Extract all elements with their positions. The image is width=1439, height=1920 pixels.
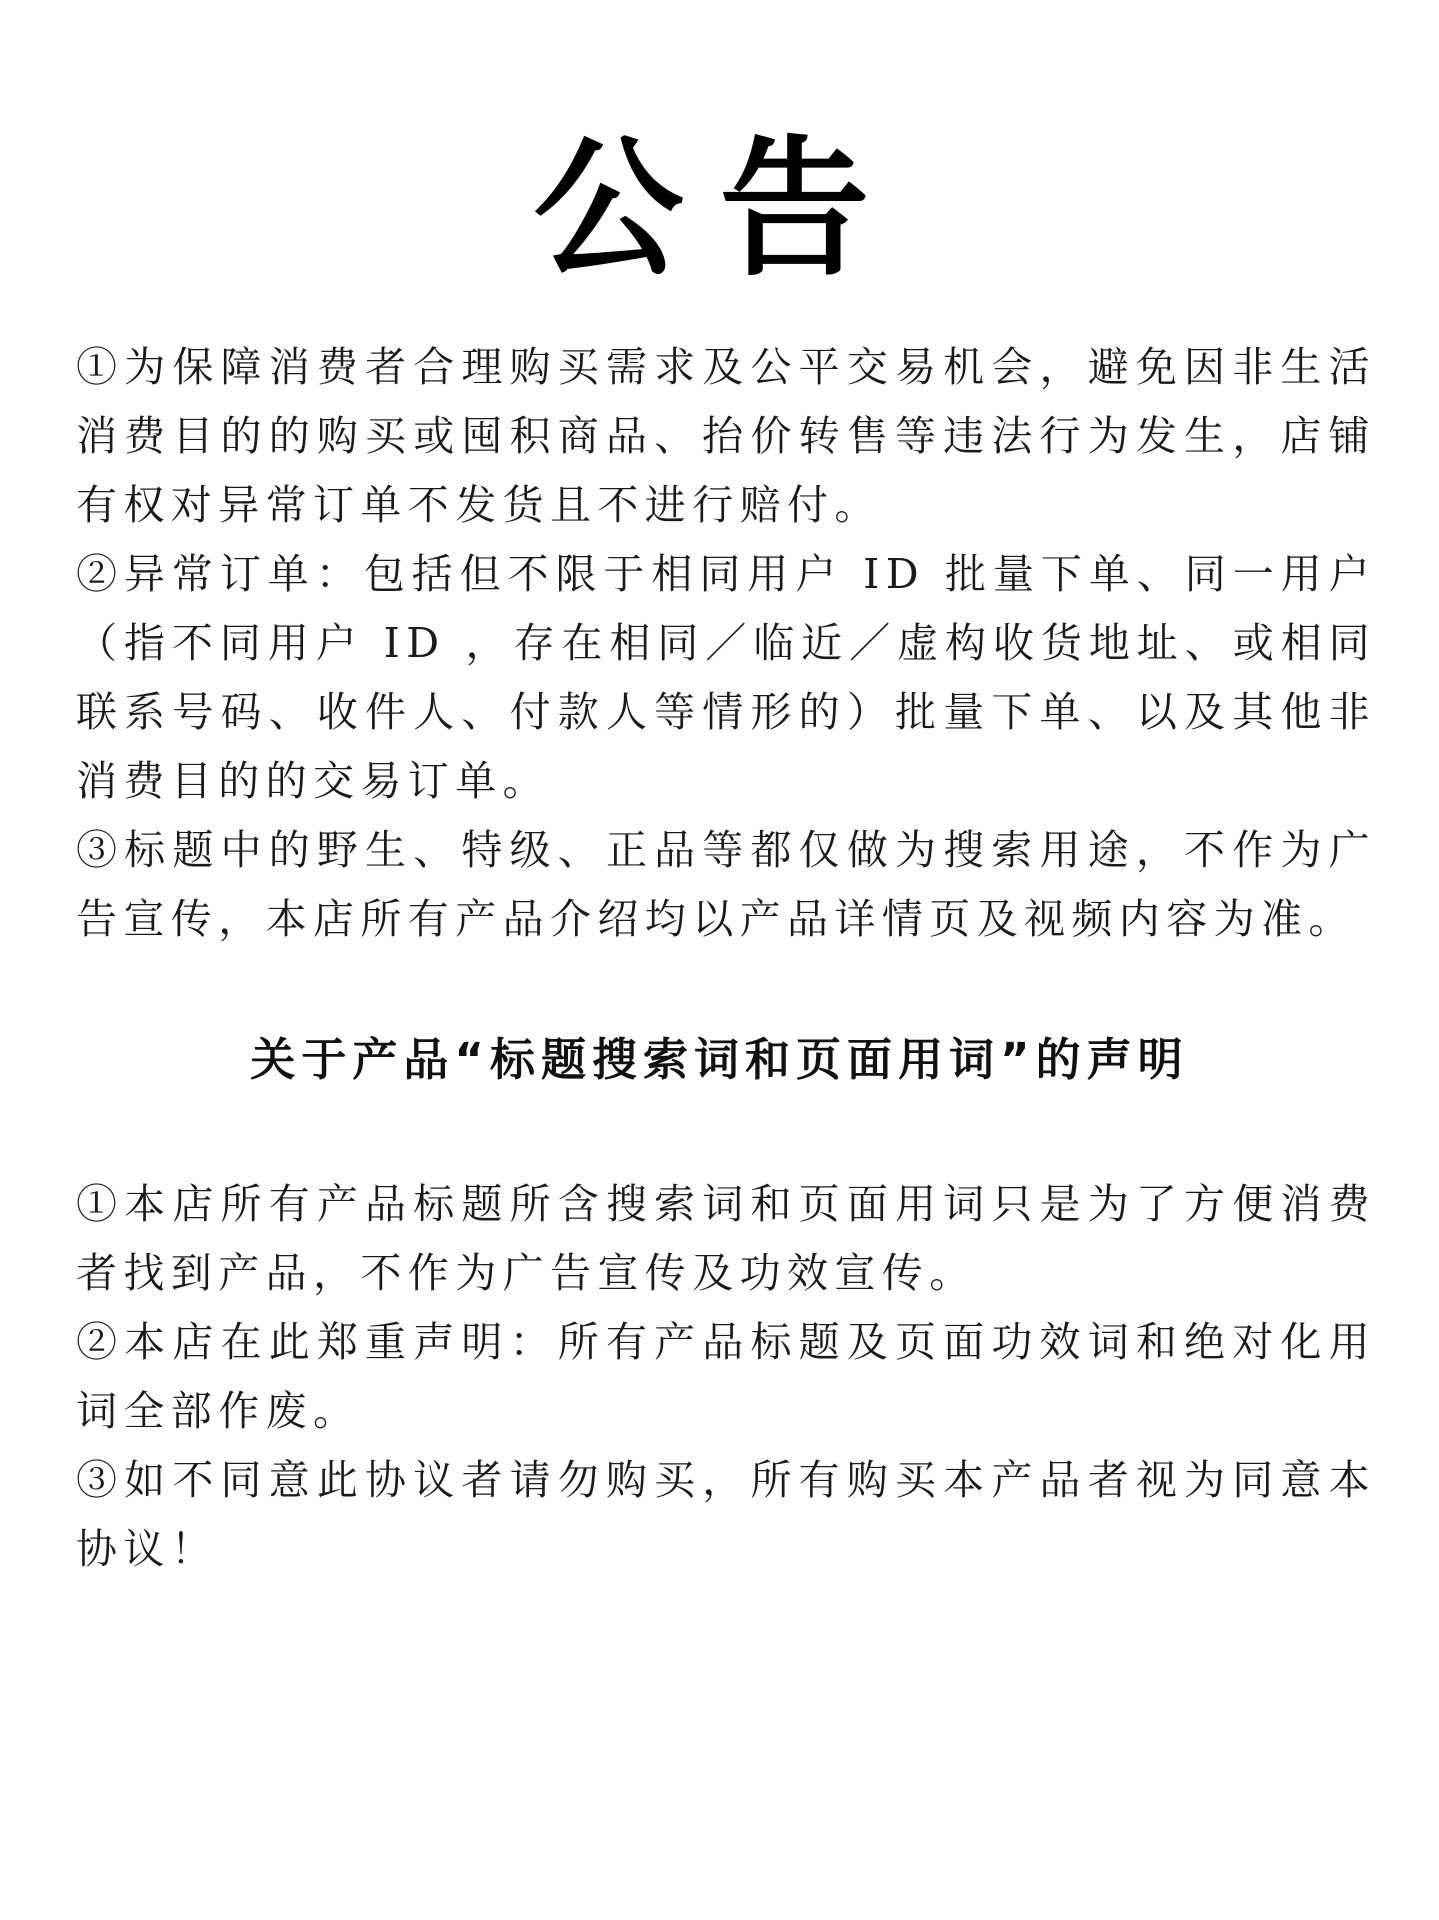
notice-item-2: ②异常订单：包括但不限于相同用户 ID 批量下单、同一用户（指不同用户 ID ，存在相同／临近／虚构收货地址、或相同联系号码、收件人、付款人等情形的）批量下单、以及其他非消费目的的交易订单。 xyxy=(76,550,1376,805)
declaration-item-3: ③如不同意此协议者请勿购买，所有购买本产品者视为同意本协议！ xyxy=(76,1456,1376,1573)
page-title: 公告 xyxy=(533,123,906,297)
notice-item-1: ①为保障消费者合理购买需求及公平交易机会，避免因非生活消费目的的购买或囤积商品、抬价转售等违法行为发生，店铺有权对异常订单不发货且不进行赔付。 xyxy=(76,343,1376,529)
declaration-heading: 关于产品“标题搜索词和页面用词”的声明 xyxy=(250,1033,1189,1086)
declaration-item-1: ①本店所有产品标题所含搜索词和页面用词只是为了方便消费者找到产品，不作为广告宣传及功效宣传。 xyxy=(76,1180,1376,1297)
declaration-item-2: ②本店在此郑重声明：所有产品标题及页面功效词和绝对化用词全部作废。 xyxy=(76,1318,1376,1435)
notice-section xyxy=(76,333,1376,954)
notice-item-3: ③标题中的野生、特级、正品等都仅做为搜索用途，不作为广告宣传，本店所有产品介绍均以产品详情页及视频内容为准。 xyxy=(76,826,1376,943)
declaration-section xyxy=(76,1170,1376,1584)
